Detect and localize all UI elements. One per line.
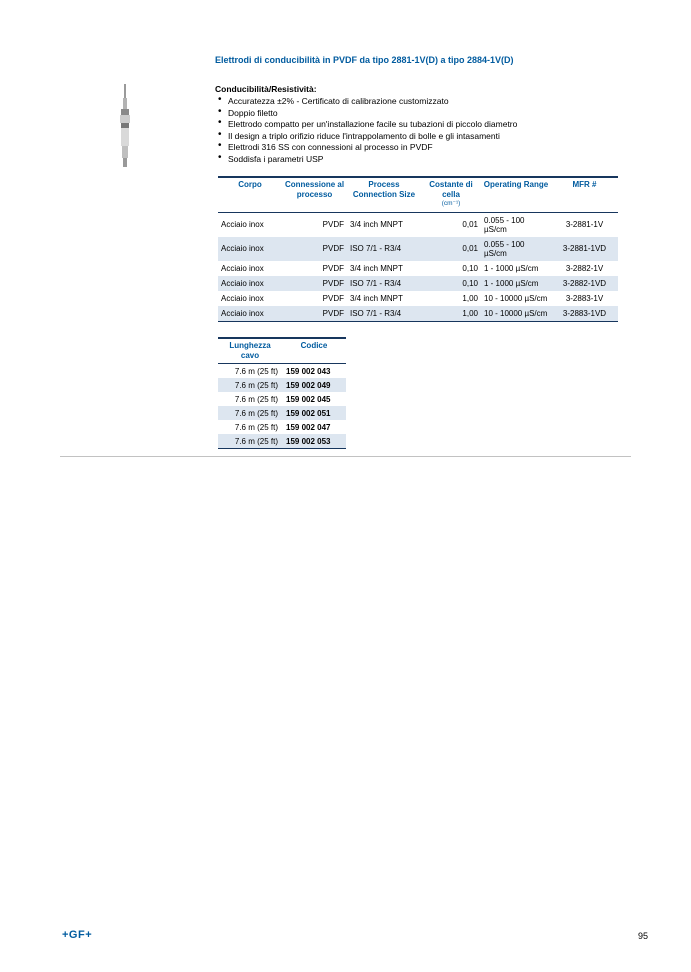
header-operating-range: Operating Range	[481, 177, 551, 212]
cell-range: 1 - 1000 µS/cm	[484, 263, 539, 273]
electrode-probe-icon	[108, 84, 142, 172]
cell-lunghezza: 7.6 m (25 ft)	[234, 366, 278, 376]
cell-connessione: PVDF	[322, 293, 344, 303]
header-mfr: MFR #	[551, 177, 618, 212]
header-costante	[421, 177, 481, 212]
cell-connessione: PVDF	[322, 220, 344, 229]
cell-connessione: PVDF	[282, 306, 347, 322]
cell-codice: 159 002 045	[286, 394, 331, 404]
cell-range: 1 - 1000 µS/cm	[481, 276, 551, 291]
bullet-item: • Soddisfa i parametri USP	[217, 154, 657, 165]
code-table-header	[218, 338, 346, 364]
cell-range: 10 - 10000 µS/cm	[481, 306, 551, 322]
section-heading: Conducibilità/Resistività:	[215, 84, 317, 94]
cell-mfr: 3-2882-1V	[565, 263, 604, 273]
cell-lunghezza: 7.6 m (25 ft)	[234, 422, 278, 432]
cell-costante: 0,10	[462, 263, 478, 273]
header-corpo: Corpo	[218, 177, 282, 212]
header-process-connection: Process Connection Size	[347, 177, 421, 212]
bullet-item: • Accuratezza ±2% - Certificato di calibrazione customizzato	[217, 96, 657, 107]
cell-mfr: 3-2881-1V	[565, 220, 604, 229]
cell-corpo: Acciaio inox	[221, 293, 264, 303]
table-row	[218, 261, 618, 276]
bullet-item: • Elettrodi 316 SS con connessioni al processo in PVDF	[217, 142, 657, 153]
header-connessione: Connessione al processo	[282, 177, 347, 212]
cell-connessione: PVDF	[322, 263, 344, 273]
table-row	[218, 364, 346, 379]
table-row	[218, 392, 346, 406]
table-row	[218, 276, 618, 291]
header-codice: Codice	[282, 338, 346, 364]
page-title: Elettrodi di conducibilità in PVDF da tipo 2881-1V(D) a tipo 2884-1V(D)	[215, 55, 514, 65]
cell-corpo: Acciaio inox	[221, 263, 264, 273]
cell-costante: 1,00	[462, 293, 478, 303]
table-row	[218, 406, 346, 420]
cell-corpo: Acciaio inox	[221, 220, 264, 229]
cell-lunghezza: 7.6 m (25 ft)	[218, 434, 282, 449]
table-row	[218, 378, 346, 392]
cell-lunghezza: 7.6 m (25 ft)	[234, 394, 278, 404]
product-image	[108, 84, 142, 172]
header-costante-unit: (cm⁻¹)	[441, 200, 461, 207]
cell-corpo: Acciaio inox	[218, 276, 282, 291]
cell-codice: 159 002 051	[282, 406, 346, 420]
cell-connessione: PVDF	[282, 237, 347, 261]
table-row	[218, 291, 618, 306]
table-row	[218, 434, 346, 449]
header-lunghezza-cavo: Lunghezza cavo	[218, 338, 282, 364]
gf-logo: +GF+	[62, 929, 93, 941]
page-number: 95	[638, 931, 649, 941]
cell-codice: 159 002 049	[282, 378, 346, 392]
cell-range: 0.055 - 100 µS/cm	[484, 215, 525, 234]
cell-process: 3/4 inch MNPT	[350, 293, 403, 303]
ordering-code-table	[218, 337, 346, 449]
table-row	[218, 306, 618, 322]
cell-range: 0.055 - 100 µS/cm	[481, 237, 551, 261]
cell-costante: 0,01	[462, 220, 478, 229]
cell-codice: 159 002 053	[282, 434, 346, 449]
cell-process: ISO 7/1 - R3/4	[347, 276, 421, 291]
cell-costante: 0,01	[421, 237, 481, 261]
horizontal-divider	[60, 456, 631, 457]
cell-process: ISO 7/1 - R3/4	[347, 237, 421, 261]
bullet-item: • Il design a triplo orifizio riduce l'intrappolamento di bolle e gli intasamenti	[217, 131, 657, 142]
cell-lunghezza: 7.6 m (25 ft)	[218, 378, 282, 392]
cell-corpo: Acciaio inox	[218, 237, 282, 261]
spec-table-header	[218, 177, 618, 212]
table-row	[218, 212, 618, 237]
feature-bullet-list	[217, 96, 657, 166]
cell-codice: 159 002 043	[286, 366, 331, 376]
cell-process: ISO 7/1 - R3/4	[347, 306, 421, 322]
header-costante-label: Costante di cella	[429, 180, 473, 199]
cell-mfr: 3-2881-1VD	[551, 237, 618, 261]
cell-costante: 0,10	[421, 276, 481, 291]
cell-mfr: 3-2883-1VD	[551, 306, 618, 322]
cell-lunghezza: 7.6 m (25 ft)	[218, 406, 282, 420]
cell-corpo: Acciaio inox	[218, 306, 282, 322]
cell-range: 10 - 10000 µS/cm	[484, 293, 548, 303]
cell-process: 3/4 inch MNPT	[350, 220, 403, 229]
spec-table	[218, 176, 618, 322]
bullet-item: • Elettrodo compatto per un'installazione facile su tubazioni di piccolo diametro	[217, 119, 657, 130]
table-row	[218, 420, 346, 434]
cell-costante: 1,00	[421, 306, 481, 322]
cell-connessione: PVDF	[282, 276, 347, 291]
table-row	[218, 237, 618, 261]
cell-mfr: 3-2883-1V	[565, 293, 604, 303]
cell-mfr: 3-2882-1VD	[551, 276, 618, 291]
bullet-item: • Doppio filetto	[217, 108, 657, 119]
cell-codice: 159 002 047	[286, 422, 331, 432]
cell-process: 3/4 inch MNPT	[350, 263, 403, 273]
